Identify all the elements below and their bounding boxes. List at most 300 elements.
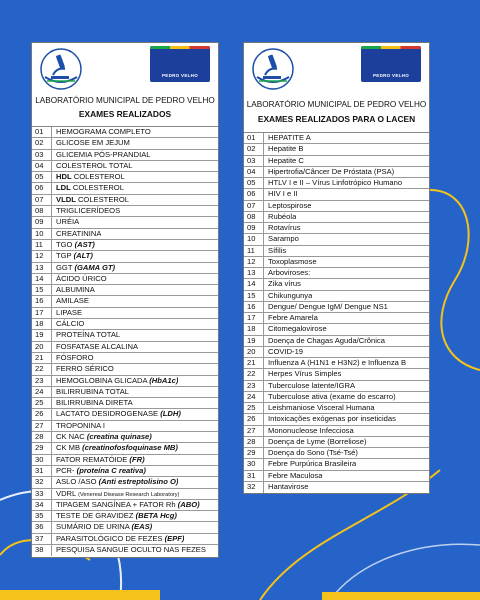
exam-name [52,455,145,465]
exam-name-part: PESQUISA SANGUE OCULTO NAS FEZES [56,544,206,554]
row-number: 36 [32,522,52,532]
exam-name-part: COLESTEROL [75,194,129,204]
lacen-exams-list [244,133,429,493]
exam-name-part: PCR- [56,465,77,475]
row-number: 14 [32,274,52,284]
exam-name-part: Influenza A (H1N1 e H3N2) e Influenza B [268,358,407,367]
exam-name-part: TROPONINA I [56,420,105,430]
row-number: 04 [32,161,52,171]
table-row [244,392,429,403]
exam-name-part: (ABO) [177,499,200,509]
exam-name [52,308,82,318]
exam-name-part: COVID-19 [268,346,304,356]
table-row [32,195,218,206]
exam-name-part: (Anti estreptolisino O) [98,477,179,487]
exam-name-part: Arboviroses: [268,268,311,277]
row-number: 17 [244,313,264,323]
table-row [32,534,218,545]
row-number: 22 [244,369,264,379]
exam-name [52,229,101,239]
row-number: 05 [32,172,52,182]
exam-name [52,398,133,408]
row-number: 13 [244,268,264,278]
row-number: 38 [32,545,52,556]
exam-name [264,347,303,357]
table-row [32,409,218,420]
exam-name-part: ALBUMINA [56,285,95,295]
exam-name [264,426,354,436]
row-number: 12 [32,251,52,261]
table-row [244,246,429,257]
exam-name [52,330,120,340]
exam-name [52,319,84,329]
row-number: 31 [244,471,264,481]
exam-name-part: FOSFATASE ALCALINA [56,341,139,351]
table-row [244,414,429,425]
table-row [32,263,218,274]
table-row [32,489,218,500]
exam-name [52,195,129,205]
exam-name-part: (LDH) [160,409,181,419]
table-row [244,403,429,414]
exam-name-part: Dengue/ Dengue IgM/ Dengue NS1 [268,301,388,311]
exam-name [264,403,375,413]
table-row [244,257,429,268]
exam-name-part: ASLO /ASO [56,477,99,487]
row-number: 34 [32,500,52,510]
exam-name [52,161,133,171]
row-number: 19 [32,330,52,340]
exam-name [52,206,120,216]
table-row [32,172,218,183]
exam-name [264,336,385,346]
table-row [32,511,218,522]
table-row [32,150,218,161]
exams-list [32,127,218,556]
row-number: 23 [32,376,52,386]
exam-name-part: Herpes Vírus Simples [268,369,342,379]
table-row [32,477,218,488]
table-row [244,471,429,482]
row-number: 06 [32,183,52,193]
exam-name [264,291,312,301]
row-number: 16 [32,296,52,306]
row-number: 23 [244,381,264,391]
exam-name [264,223,301,233]
row-number: 32 [32,477,52,487]
exam-name [264,358,406,368]
row-number: 02 [32,138,52,148]
lab-title: LABORATÓRIO MUNICIPAL DE PEDRO VELHO [246,100,427,109]
exam-name-part: PROTEÍNA TOTAL [56,330,121,340]
exam-name [264,201,311,211]
exam-name-part: Hepatite C [268,155,304,165]
row-number: 09 [244,223,264,233]
exam-name-part: Hepatite B [268,144,304,154]
table-row [244,358,429,369]
exam-name-part: (AST) [74,239,95,249]
exam-name-part: LACTATO DESIDROGENASE [56,409,161,419]
table-row [244,189,429,200]
table-row [244,381,429,392]
exam-name-part: BILIRRUBINA TOTAL [56,386,130,396]
exam-name-part: Toxoplasmose [268,256,317,266]
exam-name [264,234,299,244]
exam-name [52,522,152,532]
table-row [244,223,429,234]
exam-name-part: CREATININA [56,228,102,238]
table-row [32,285,218,296]
exam-name-part: Febre Maculosa [268,470,323,480]
exam-name-part: (proteína C reativa) [76,465,146,475]
exam-name-part: GLICOSE EM JEJUM [56,138,130,148]
exam-name [52,251,93,261]
exam-name-part: TGP [56,251,74,261]
exam-name [52,534,184,544]
exam-name-part: CK NAC [56,432,87,442]
row-number: 15 [32,285,52,295]
row-number: 32 [244,482,264,493]
table-row [32,432,218,443]
row-number: 24 [32,387,52,397]
exam-name-part: CÁLCIO [56,319,85,329]
exam-name [52,443,178,453]
exam-name-part: Doença de Chagas Aguda/Crônica [268,335,385,345]
table-row [244,201,429,212]
table-row [244,234,429,245]
exam-name-part: (GAMA GT) [74,262,116,272]
exam-name [52,274,107,284]
table-row [32,274,218,285]
exam-name [264,167,394,177]
table-row [244,212,429,223]
exam-name-part: FÓSFORO [56,352,94,362]
row-number: 15 [244,291,264,301]
row-number: 04 [244,167,264,177]
row-number: 31 [32,466,52,476]
exam-name-part: Intoxicações exógenas por inseticidas [268,414,396,424]
exam-name-part: HDL [56,172,72,182]
table-row [32,443,218,454]
pedro-velho-badge: PEDRO VELHO [150,46,210,82]
table-row [32,466,218,477]
exam-name [52,364,114,374]
exam-name [264,212,296,222]
row-number: 08 [32,206,52,216]
row-number: 28 [32,432,52,442]
exam-name-part: TESTE DE GRAVIDEZ [56,511,136,521]
table-row [244,291,429,302]
exam-name [264,257,317,267]
exam-name [264,369,341,379]
table-row [244,178,429,189]
row-number: 26 [244,414,264,424]
exam-name [264,246,286,256]
microscope-logo-icon [39,47,83,91]
table-row [244,459,429,470]
row-number: 06 [244,189,264,199]
exam-name [52,353,94,363]
row-number: 37 [32,534,52,544]
row-number: 18 [32,319,52,329]
exam-name-part: Tuberculose latente/IGRA [268,380,356,390]
row-number: 27 [244,426,264,436]
table-row [244,437,429,448]
row-number: 29 [32,443,52,453]
exam-name-part: FATOR REMATÓIDE [56,454,130,464]
exam-name-part: (Venereal Disease Research Laboratory) [78,491,180,498]
row-number: 13 [32,263,52,273]
row-number: 20 [32,342,52,352]
exam-name [264,144,303,154]
exam-name-part: Chikungunya [268,290,313,300]
table-row [32,296,218,307]
section-subtitle: EXAMES REALIZADOS PARA O LACEN [257,114,416,124]
exam-name [52,387,129,397]
exam-name [52,489,179,499]
row-number: 30 [244,459,264,469]
exam-name [52,240,95,250]
row-number: 24 [244,392,264,402]
exam-name [264,414,396,424]
exam-name-part: AMILASE [56,296,89,306]
table-row [32,138,218,149]
exam-name [52,127,151,137]
exam-name-part: Rotavírus [268,223,301,232]
exam-name [52,376,178,386]
exam-name-part: LIPASE [56,307,83,317]
exam-name [264,279,301,289]
table-row [244,279,429,290]
exam-name-part: HTLV I e II – Vírus Linfotrópico Humano [268,178,403,187]
exam-name-part: (EAS) [131,522,153,532]
exam-name [264,313,318,323]
exam-name-part: HEMOGRAMA COMPLETO [56,127,151,136]
exam-name [52,421,105,431]
exam-name-part: SUMÁRIO DE URINA [56,522,132,532]
exam-name [264,482,309,493]
table-row [32,500,218,511]
row-number: 25 [32,398,52,408]
row-number: 17 [32,308,52,318]
exam-name-part: VDRL [56,488,79,498]
exam-name [52,409,181,419]
exam-name-part: CK MB [56,443,83,453]
row-number: 16 [244,302,264,312]
exam-name-part: (creatina quinase) [86,432,152,442]
table-row [32,161,218,172]
exam-name-part: Leishmaniose Visceral Humana [268,403,375,412]
exam-name-part: Mononucleose Infecciosa [268,425,354,435]
exam-name-part: FERRO SÉRICO [56,364,114,374]
row-number: 25 [244,403,264,413]
exam-name-part: (FR) [129,454,145,464]
table-row [32,127,218,138]
table-row [244,336,429,347]
exam-name-part: TGO [56,239,75,249]
row-number: 14 [244,279,264,289]
exam-name-part: Rubéola [268,211,297,221]
microscope-logo-icon [251,47,295,91]
row-number: 22 [32,364,52,374]
table-row [32,251,218,262]
row-number: 10 [32,229,52,239]
exam-name-part: Tuberculose ativa (exame do escarro) [268,391,396,401]
exam-name [52,183,124,193]
exam-name [52,138,130,148]
table-row [244,347,429,358]
exam-name [264,178,402,188]
exam-name-part: Citomegalovirose [268,324,327,334]
exam-name [264,268,310,278]
exams-card [31,42,219,558]
exam-name-part: Sarampo [268,234,299,244]
exam-name [52,432,152,442]
exam-name-part: Febre Purpúrica Brasileira [268,459,357,469]
row-number: 26 [32,409,52,419]
exam-name [52,342,138,352]
exam-name [52,466,146,476]
row-number: 10 [244,234,264,244]
exam-name [52,285,95,295]
exam-name-part: HEPATITE A [268,133,311,142]
table-row [32,398,218,409]
exam-name [52,545,206,556]
table-row [32,240,218,251]
table-row [244,144,429,155]
row-number: 01 [244,133,264,143]
row-number: 19 [244,336,264,346]
exam-name [52,296,89,306]
table-row [32,455,218,466]
table-row [32,353,218,364]
exam-name-part: Leptospirose [268,200,312,210]
table-row [244,448,429,459]
row-number: 28 [244,437,264,447]
table-row [32,217,218,228]
exam-name-part: HEMOGLOBINA GLICADA [56,375,150,385]
row-number: 07 [244,201,264,211]
exam-name-part: URÉIA [56,217,80,227]
row-number: 07 [32,195,52,205]
exam-name [264,381,355,391]
exam-name-part: TIPAGEM SANGÍNEA + FATOR Rh [56,499,178,509]
exam-name [52,500,200,510]
exam-name-part: (ALT) [73,251,93,261]
row-number: 12 [244,257,264,267]
row-number: 09 [32,217,52,227]
exam-name-part: (EPF) [164,533,185,543]
exam-name-part: Doença do Sono (Tsé-Tsé) [268,448,358,457]
exam-name [52,172,125,182]
row-number: 08 [244,212,264,222]
table-row [244,426,429,437]
row-number: 35 [32,511,52,521]
row-number: 03 [244,156,264,166]
row-number: 02 [244,144,264,154]
exam-name [52,477,178,487]
row-number: 01 [32,127,52,137]
table-row [32,229,218,240]
table-row [32,319,218,330]
table-row [244,268,429,279]
table-row [32,387,218,398]
row-number: 05 [244,178,264,188]
exam-name-part: (HbA1c) [149,375,179,385]
table-row [244,482,429,493]
exam-name-part: VLDL [56,194,76,204]
card-header [244,43,429,133]
row-number: 20 [244,347,264,357]
pedro-velho-badge: PEDRO VELHO [361,46,421,82]
table-row [32,330,218,341]
exam-name-part: TRIGLICERÍDEOS [56,206,121,216]
exam-name-part: PARASITOLÓGICO DE FEZES [56,533,165,543]
table-row [32,545,218,556]
table-row [32,342,218,353]
exam-name [52,150,151,160]
exam-name-part: Hipertrofia/Câncer De Próstata (PSA) [268,166,395,176]
exam-name-part: Doença de Lyme (Borreliose) [268,436,367,446]
row-number: 29 [244,448,264,458]
exam-name-part: HIV I e II [268,189,298,199]
table-row [32,183,218,194]
exam-name-part: GLICEMIA PÓS-PRANDIAL [56,149,151,159]
lab-title: LABORATÓRIO MUNICIPAL DE PEDRO VELHO [35,96,215,105]
table-row [244,167,429,178]
exam-name-part: LDL [56,183,71,193]
lacen-exams-card [243,42,430,494]
row-number: 21 [244,358,264,368]
exam-name [52,263,115,273]
exam-name [264,189,298,199]
exam-name-part: BILIRRUBINA DIRETA [56,398,133,408]
exam-name [52,217,79,227]
table-row [32,421,218,432]
table-row [32,206,218,217]
exam-name [264,471,322,481]
exam-name-part: COLESTEROL [71,172,125,182]
row-number: 21 [32,353,52,363]
section-subtitle: EXAMES REALIZADOS [78,109,172,119]
table-row [32,364,218,375]
row-number: 11 [32,240,52,250]
row-number: 30 [32,455,52,465]
exam-name-part: GGT [56,262,75,272]
row-number: 11 [244,246,264,256]
table-row [244,156,429,167]
exam-name-part: COLESTEROL [70,183,124,193]
exam-name [264,133,311,143]
exam-name [264,302,388,312]
exam-name-part: COLESTEROL TOTAL [56,160,133,170]
table-row [244,324,429,335]
exam-name-part: Hantavirose [268,481,309,491]
card-header [32,43,218,127]
table-row [244,302,429,313]
exam-name-part: (BETA Hcg) [135,511,177,521]
row-number: 27 [32,421,52,431]
row-number: 33 [32,489,52,499]
exam-name-part: ÁCIDO ÚRICO [56,273,107,283]
exam-name-part: Sífilis [268,245,287,255]
table-row [244,313,429,324]
table-row [244,133,429,144]
table-row [244,369,429,380]
exam-name-part: Febre Amarela [268,313,318,322]
exam-name [264,324,327,334]
exam-name [52,511,177,521]
